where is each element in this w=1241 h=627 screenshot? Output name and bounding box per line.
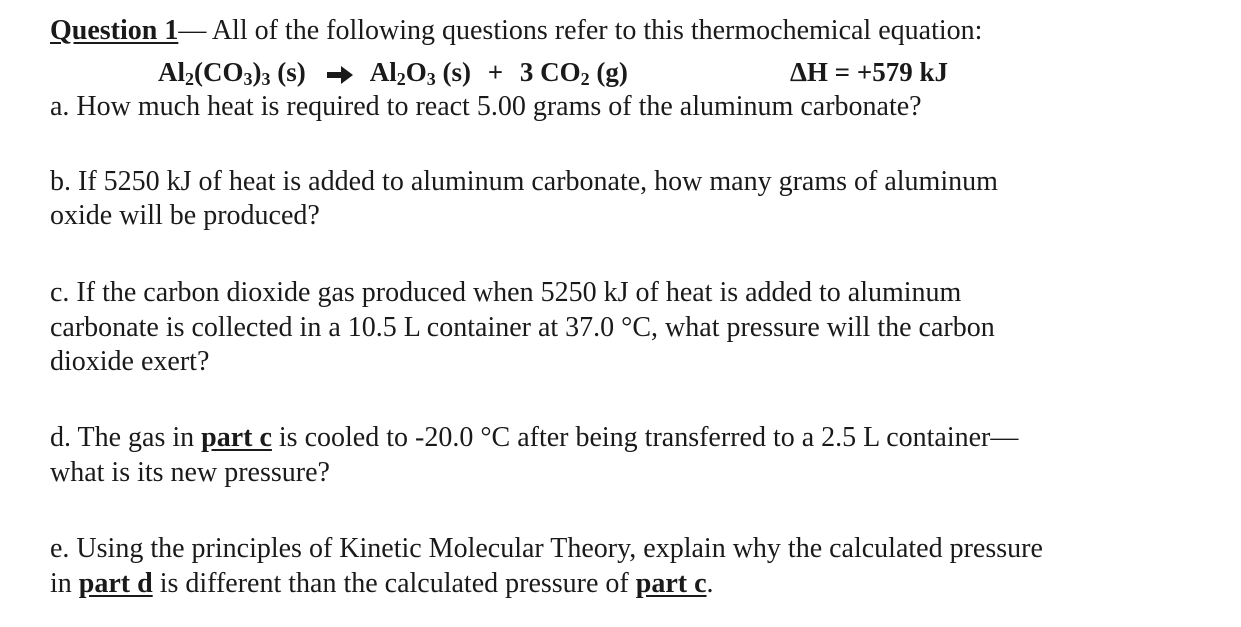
part-c-line-3: dioxide exert? [50,346,210,377]
part-e-line-1: e. Using the principles of Kinetic Molecular Theory, explain why the calculated pressure [50,533,1043,564]
part-c-reference: part c [201,422,272,453]
part-d-line-1 [50,421,1018,455]
right-arrow-icon [327,59,353,91]
equation-reactant: $Al_2(CO_3)_3$ (s) [158,57,306,89]
part-a-line-1: a. How much heat is required to react 5.00 grams of the aluminum carbonate? [50,91,922,122]
equation-plus: + [487,57,504,87]
part-b-line-1: b. If 5250 kJ of heat is added to aluminum carbonate, how many grams of aluminum [50,166,998,197]
question-title: Question 1 [50,15,179,46]
question-header [50,14,982,48]
question-intro: — All of the following questions refer to this thermochemical equation: [178,15,983,46]
part-e-prefix: in [50,568,79,599]
part-e-end: . [706,568,714,599]
part-c-line-1: c. If the carbon dioxide gas produced when 5250 kJ of heat is added to aluminum [50,277,962,308]
equation-product-2: 3 $CO_2$ (g) [519,57,628,89]
part-e-line-2 [50,567,714,601]
part-d-reference: part d [78,568,153,599]
equation-product-1: $Al_2O_3$ (s) [369,57,472,89]
part-d-prefix: d. The gas in [50,422,202,453]
enthalpy-value: ΔH = +579 kJ [790,57,948,87]
part-d-line-2: what is its new pressure? [50,457,330,488]
part-c-reference-2: part c [635,568,707,599]
part-b-line-2: oxide will be produced? [50,200,320,231]
part-e-middle: is different than the calculated pressure of [152,568,636,599]
part-d-rest: is cooled to -20.0 °C after being transferred to a 2.5 L container— [271,422,1019,453]
part-c-line-2: carbonate is collected in a 10.5 L container at 37.0 °C, what pressure will the carbon [50,312,995,343]
